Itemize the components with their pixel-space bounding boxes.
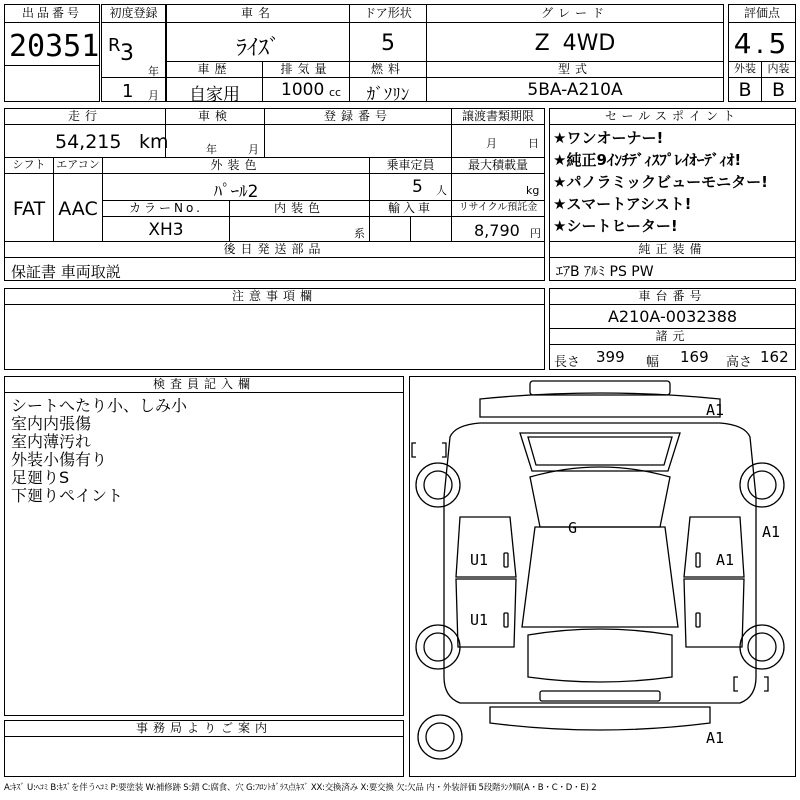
sales-point-list [553,129,768,235]
height-value: 162 [760,348,789,366]
fuel-label: 燃料 [350,62,426,78]
mark-front: A1 [706,401,725,419]
grade-value: Z 4WD [534,31,616,56]
door-cell [349,4,427,62]
transfer-day-unit: 日 [528,137,539,150]
recycle-value: 8,790 [474,221,520,240]
capacity-unit: 人 [436,184,447,197]
sales-point: ★スマートアシスト! [553,195,692,213]
length-label: 長さ [554,355,581,370]
color-value: ﾊﾟｰﾙ2 [213,182,259,202]
first-reg-label: 初度登録 [102,6,165,23]
mileage-unit: km [139,131,169,153]
grade-label: グレード [427,6,723,23]
year-unit: 年 [148,65,159,78]
reg-month: 1 [122,81,134,102]
load-unit: kg [526,184,540,197]
recycle-label: リサイクル預託金 [452,201,544,217]
displacement-label: 排気量 [263,62,349,78]
later-parts-cell [4,241,545,281]
car-name: ﾗｲｽﾞ [235,36,280,61]
damage-diagram [409,376,796,777]
displacement-unit: cc [329,86,342,99]
office-label: 事務局よりご案内 [5,721,403,737]
first-reg-cell [101,4,166,102]
color-no-label: カラーNo. [103,201,229,217]
ac-label: エアコン [54,158,102,174]
mark-rear: A1 [706,729,725,747]
car-name-label: 車名 [167,6,349,23]
ac-value: AAC [58,198,98,220]
mileage-value: 54,215 [55,131,122,153]
color-label: 外装色 [103,158,369,174]
transfer-label: 譲渡書類期限 [452,109,544,125]
inspector-note: 足廻りS [11,468,70,487]
sales-points-label: セールスポイント [550,109,795,125]
recycle-cell [451,200,545,242]
inspector-label: 検査員記入欄 [5,377,403,393]
mark-left-rear-door: U1 [470,611,489,629]
sales-point: ★純正9ｲﾝﾁﾃﾞｨｽﾌﾟﾚｲｵｰﾃﾞｨｵ! [553,151,742,169]
door-label: ドア形状 [350,6,426,23]
fuel-value: ｶﾞｿﾘﾝ [366,85,410,105]
capacity-label: 乗車定員 [370,158,451,174]
score-cell [728,4,796,62]
inspector-note: 外装小傷有り [11,450,108,469]
import-cell [369,200,452,242]
grade-cell [426,4,724,62]
mark-right-front-fender: A1 [762,523,781,541]
interior-color-cell [229,200,370,242]
model-value: 5BA-A210A [527,80,623,100]
history-cell [166,61,263,105]
score-value: 4.5 [733,27,791,60]
registration-label: 登録番号 [265,109,451,125]
displacement-cell [262,61,350,102]
displacement-value: 1000 [281,80,325,100]
transfer-month-unit: 月 [486,137,497,150]
caution-label: 注意事項欄 [5,289,544,305]
caution-cell [4,288,545,370]
chassis-cell [549,288,796,370]
ext-grade-label: 外装 [729,62,761,78]
color-no-cell [102,200,230,242]
ac-cell [53,157,103,242]
insp-month-unit: 月 [248,143,259,156]
era-letter: R [108,35,121,56]
shift-value: FAT [12,198,46,220]
shift-label: シフト [5,158,53,174]
load-label: 最大積載量 [452,158,544,174]
car-name-cell [166,4,350,62]
later-parts-label: 後日発送部品 [5,242,544,258]
color-no: XH3 [148,220,184,240]
chassis-number: A210A-0032388 [607,307,738,326]
damage-legend: A:ｷｽﾞ U:ﾍｺﾐ B:ｷｽﾞを伴うﾍｺﾐ P:要塗装 W:補修跡 S:錆 C:腐食、穴 G:ﾌﾛﾝﾄｶﾞﾗｽ点ｷｽﾞ XX:交換済み X:要交換 欠:欠品 内・外装評価 5段階ﾗﾝｸ順(A・B・C・D・E) 2 [4,783,597,793]
inspector-note: 室内内張傷 [11,414,92,433]
door-count: 5 [381,31,395,56]
mark-left-front-door: U1 [470,551,489,569]
registration-cell [264,108,452,158]
inspection-label: 車検 [166,109,264,125]
inspection-cell [165,108,265,158]
inspector-notes [11,397,187,505]
mark-right-front-door: A1 [716,551,735,569]
ext-grade-cell [728,61,762,102]
height-label: 高さ [726,355,753,370]
int-grade: B [771,79,786,101]
lot-number-label: 出品番号 [5,6,99,23]
mark-roof: G [568,519,578,537]
sales-points-cell [549,108,796,242]
chassis-label: 車台番号 [550,289,795,305]
mileage-label: 走行 [5,109,165,125]
inspector-note: 室内薄汚れ [11,432,92,451]
sales-point: ★パノラミックビューモニター! [553,173,768,191]
load-cell [451,157,545,201]
office-cell [4,720,404,777]
shift-cell [4,157,54,242]
capacity-cell [369,157,452,201]
int-grade-label: 内装 [762,62,795,78]
equipment-cell [549,241,796,281]
capacity-value: 5 [412,177,423,197]
model-label: 型式 [427,62,723,78]
lot-number-cell [4,4,100,102]
ext-grade: B [738,79,752,101]
insp-year-unit: 年 [206,143,217,156]
reg-year: 3 [120,41,134,66]
score-label: 評価点 [729,6,795,23]
spec-label: 諸元 [550,328,795,345]
month-unit: 月 [148,89,159,102]
recycle-unit: 円 [530,227,541,240]
transfer-cell [451,108,545,158]
car-outline-diagram [410,377,795,776]
interior-color-label: 内装色 [230,201,369,217]
int-grade-cell [761,61,796,102]
width-label: 幅 [646,355,660,370]
history-value: 自家用 [189,85,240,105]
inspector-note: シートへたり小、しみ小 [11,396,188,415]
color-cell [102,157,370,201]
inspector-note: 下廻りペイント [11,486,124,505]
equipment-value: ｴｱB ｱﾙﾐ PS PW [556,264,654,280]
lot-number: 20351 [9,29,100,64]
fuel-cell [349,61,427,105]
width-value: 169 [680,348,709,366]
interior-color-unit: 系 [354,227,365,240]
length-value: 399 [596,348,625,366]
sales-point: ★ワンオーナー! [553,129,664,147]
later-parts-value: 保証書 車両取説 [11,263,121,281]
equipment-label: 純正装備 [550,242,795,258]
sales-point: ★シートヒーター! [553,217,678,235]
mileage-cell [4,108,169,158]
model-cell [426,61,724,102]
import-label: 輸入車 [370,201,451,217]
inspector-cell [4,376,404,716]
history-label: 車歴 [167,62,262,78]
